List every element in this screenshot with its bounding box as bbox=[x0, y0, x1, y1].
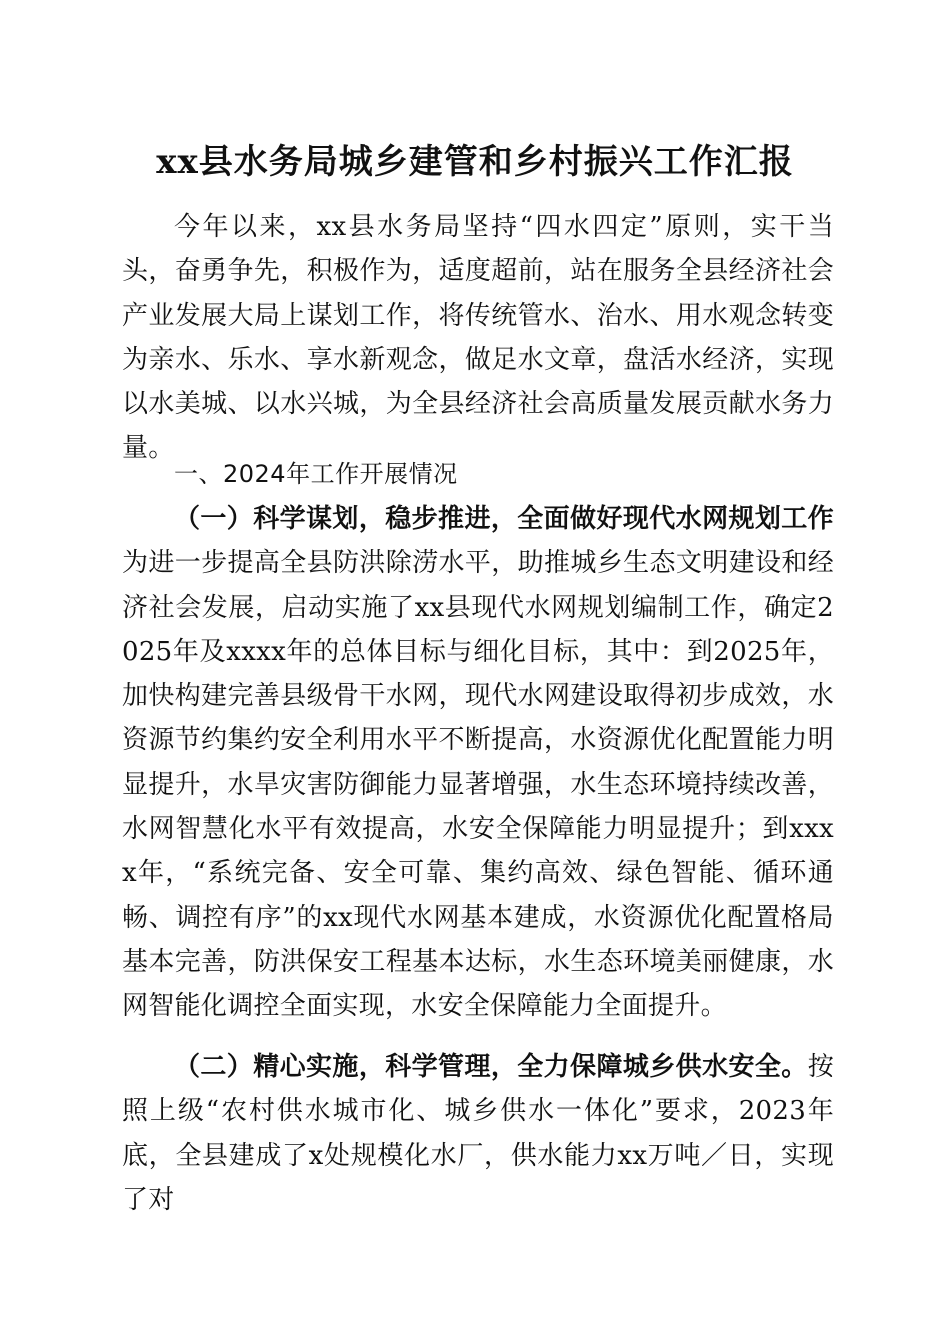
subsection-2-heading: （二）精心实施，科学管理，全力保障城乡供水安全。 bbox=[174, 1052, 808, 1082]
intro-text: 今年以来，xx县水务局坚持“四水四定”原则，实干当头，奋勇争先，积极作为，适度超前，站在服务全县经济社会产业发展大局上谋划工作，将传统管水、治水、用水观念转变为亲水、乐水、享水新观念，做足水文章，盘活水经济，实现以水美城、以水兴城，为全县经济社会高质量发展贡献水务力量。 bbox=[122, 212, 834, 464]
subsection-1-heading: （一）科学谋划，稳步推进，全面做好现代水网规划工作 bbox=[174, 504, 834, 534]
subsection-1-text: 为进一步提高全县防洪除涝水平，助推城乡生态文明建设和经济社会发展，启动实施了xx县现代水网规划编制工作，确定2025年及xxxx年的总体目标与细化目标，其中：到2025年，加快构建完善县级骨干水网，现代水网建设取得初步成效，水资源节约集约安全利用水平不断提高，水资源优化配置能力明显提升，水旱灾害防御能力显著增强，水生态环境持续改善，水网智慧化水平有效提高，水安全保障能力明显提升；到xxxx年，“系统完备、安全可靠、集约高效、绿色智能、循环通畅、调控有序”的xx现代水网基本建成，水资源优化配置格局基本完善，防洪保安工程基本达标，水生态环境美丽健康，水网智能化调控全面实现，水安全保障能力全面提升。 bbox=[122, 548, 834, 1022]
subsection-2-paragraph bbox=[122, 1045, 834, 1222]
section-heading: 一、2024年工作开展情况 bbox=[174, 460, 458, 488]
intro-paragraph bbox=[122, 205, 834, 471]
document-title: xx县水务局城乡建管和乡村振兴工作汇报 bbox=[156, 142, 794, 182]
subsection-2-text: 按照上级“农村供水城市化、城乡供水一体化”要求，2023年底，全县建成了x处规模化水厂，供水能力xx万吨／日，实现了对 bbox=[122, 1052, 834, 1215]
subsection-1-paragraph bbox=[122, 497, 834, 1029]
